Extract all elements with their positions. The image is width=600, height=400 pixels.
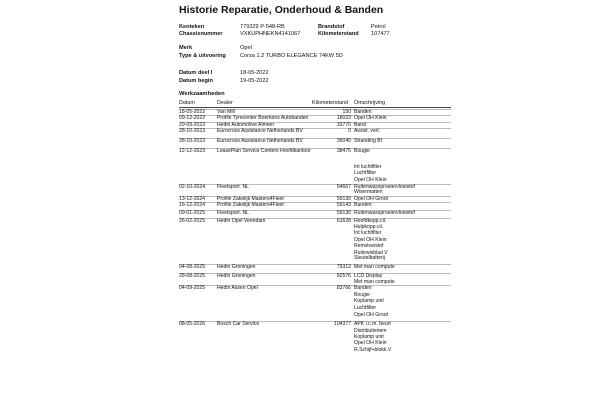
row-km: 33770 [336, 122, 351, 128]
merk-value: Opel [240, 45, 252, 51]
row-description: Met man compute [354, 264, 395, 270]
row-description: Ruitenwassproeiervloeistof [354, 210, 415, 216]
row-description: Banden [354, 285, 372, 291]
row-description: Opel OH Klein [354, 237, 387, 243]
row-date: 18-05-2022 [179, 109, 206, 115]
row-description: Ruitenwassproeiervloeistof [354, 184, 415, 190]
brandstof-value: Petrol [371, 24, 386, 30]
row-km: 38475 [336, 148, 351, 154]
row-description: Opel OH Groot [354, 196, 388, 202]
row-description: Hulpkopp.cil. [354, 224, 384, 230]
row-description: APK i.c.m. beurt [354, 321, 391, 327]
row-dealer: Profile Tyrecenter Boerkens Autobanden [217, 115, 309, 121]
header-rule [179, 107, 451, 108]
row-description: Int luchtfilter [354, 230, 382, 236]
row-date: 08-05-2026 [179, 321, 206, 327]
row-date: 13-12-2024 [179, 196, 206, 202]
row-km: 59130 [336, 196, 351, 202]
kenteken-label: Kenteken [179, 24, 205, 30]
row-description: Bougie [354, 148, 370, 154]
row-km: 59143 [336, 202, 351, 208]
row-date: 16-12-2024 [179, 202, 206, 208]
row-description: Luchtfilter [354, 170, 377, 176]
row-description: Opel OH Klein [354, 340, 387, 346]
row-dealer: Hedin Opel Veendam [217, 218, 266, 224]
row-date: 04-08-2025 [179, 264, 206, 270]
datum-deel-value: 18-05-2022 [240, 70, 269, 76]
row-description: Koplamp unit [354, 334, 384, 340]
header-dealer: Dealer [217, 100, 233, 106]
row-dealer: Fleetsport. NL [217, 184, 249, 190]
row-km: 83766 [336, 285, 351, 291]
merk-label: Merk [179, 45, 193, 51]
row-km: 54667 [336, 184, 351, 190]
row-km: 35040 [336, 138, 351, 144]
datum-begin-label: Datum begin [179, 78, 213, 84]
row-description: Opel OH Klein [354, 115, 387, 121]
row-km: 104377 [334, 321, 351, 327]
row-dealer: Hedin Groningen [217, 273, 256, 279]
row-date: 29-09-2023 [179, 122, 206, 128]
row-description: Opel OH Klein [354, 177, 387, 183]
row-dealer: Eurocross Assistance Netherlands BV [217, 128, 303, 134]
row-description: Hoofdkopp.cil. [354, 218, 387, 224]
row-km: 0 [348, 128, 351, 134]
page-title: Historie Reparatie, Onderhoud & Banden [179, 4, 384, 16]
row-description: Opel OH Groot [354, 312, 388, 318]
row-description: Koplamp unit [354, 298, 384, 304]
row-description: Banden [354, 109, 372, 115]
row-date: 12-12-2023 [179, 148, 206, 154]
row-date: 28-10-2023 [179, 128, 206, 134]
row-description: Ruitewisblad V [354, 250, 388, 256]
row-description: Wisermatten [354, 189, 383, 195]
row-description: Int luchtfilter [354, 164, 382, 170]
row-km: 61628 [336, 218, 351, 224]
section-title: Werkzaamheden [179, 91, 225, 97]
row-description: Sleutelbatterij [354, 255, 385, 261]
row-km: 18023 [336, 115, 351, 121]
row-dealer: Profile Zakelijk Masters4Fleet [217, 196, 284, 202]
row-date: 28-08-2025 [179, 273, 206, 279]
row-description: LCD Display [354, 273, 383, 279]
chassis-label: Chassisnummer [179, 31, 223, 37]
row-description: Remvloeistof [354, 243, 384, 249]
row-date: 26-02-2025 [179, 218, 206, 224]
row-dealer: Hedin Assen Opel [217, 285, 258, 291]
row-description: Banden [354, 202, 372, 208]
header-km: Kilometerstand [312, 100, 348, 106]
row-description: Luchtfilter [354, 305, 377, 311]
row-dealer: LeasePlan Service Centers Hoofdkantoor [217, 148, 311, 154]
row-km: 79312 [336, 264, 351, 270]
row-dealer: Van Mill [217, 109, 235, 115]
brandstof-label: Brandstof [318, 24, 345, 30]
row-dealer: Bosch Car Service [217, 321, 260, 327]
row-date: 04-09-2025 [179, 285, 206, 291]
kenteken-value: 779329 P-548-RB [240, 24, 285, 30]
row-dealer: Eurocross Assistance Netherlands BV [217, 138, 303, 144]
row-dealer: Hedin Automotive Almeer [217, 122, 275, 128]
row-km: 150 [342, 109, 351, 115]
row-date: 09-12-2022 [179, 115, 206, 121]
row-date: 09-01-2025 [179, 210, 206, 216]
row-description: Band [354, 122, 366, 128]
datum-begin-value: 19-05-2022 [240, 78, 269, 84]
row-dealer: Fleetsport. NL [217, 210, 249, 216]
row-dealer: Profile Zakelijk Masters4Fleet [217, 202, 284, 208]
datum-deel-label: Datum deel I [179, 70, 213, 76]
kmstand-label: Kilometerstand [318, 31, 359, 37]
kmstand-value: 107477 [371, 31, 390, 37]
row-km: 59130 [336, 210, 351, 216]
row-dealer: Hedin Groningen [217, 264, 256, 270]
row-description: Stranding BI [354, 138, 383, 144]
header-date: Datum [179, 100, 195, 106]
type-label: Type & uitvoering [179, 53, 226, 59]
header-desc: Omschrijving [354, 100, 386, 106]
row-description: Assist. verl. [354, 128, 381, 134]
type-value: Corsa 1.2 TURBO ELEGANCE 74KW 5D [240, 53, 343, 59]
row-km: 82576 [336, 273, 351, 279]
chassis-value: VXKUPHNEKN4141067 [240, 31, 301, 37]
row-date: 28-10-2023 [179, 138, 206, 144]
row-date: 02-10-2024 [179, 184, 206, 190]
row-description: Met man compute [354, 279, 395, 285]
row-description: Distributieriem [354, 328, 387, 334]
row-description: R.Schijf+blokk.V [354, 347, 392, 353]
row-description: Bougie [354, 292, 370, 298]
